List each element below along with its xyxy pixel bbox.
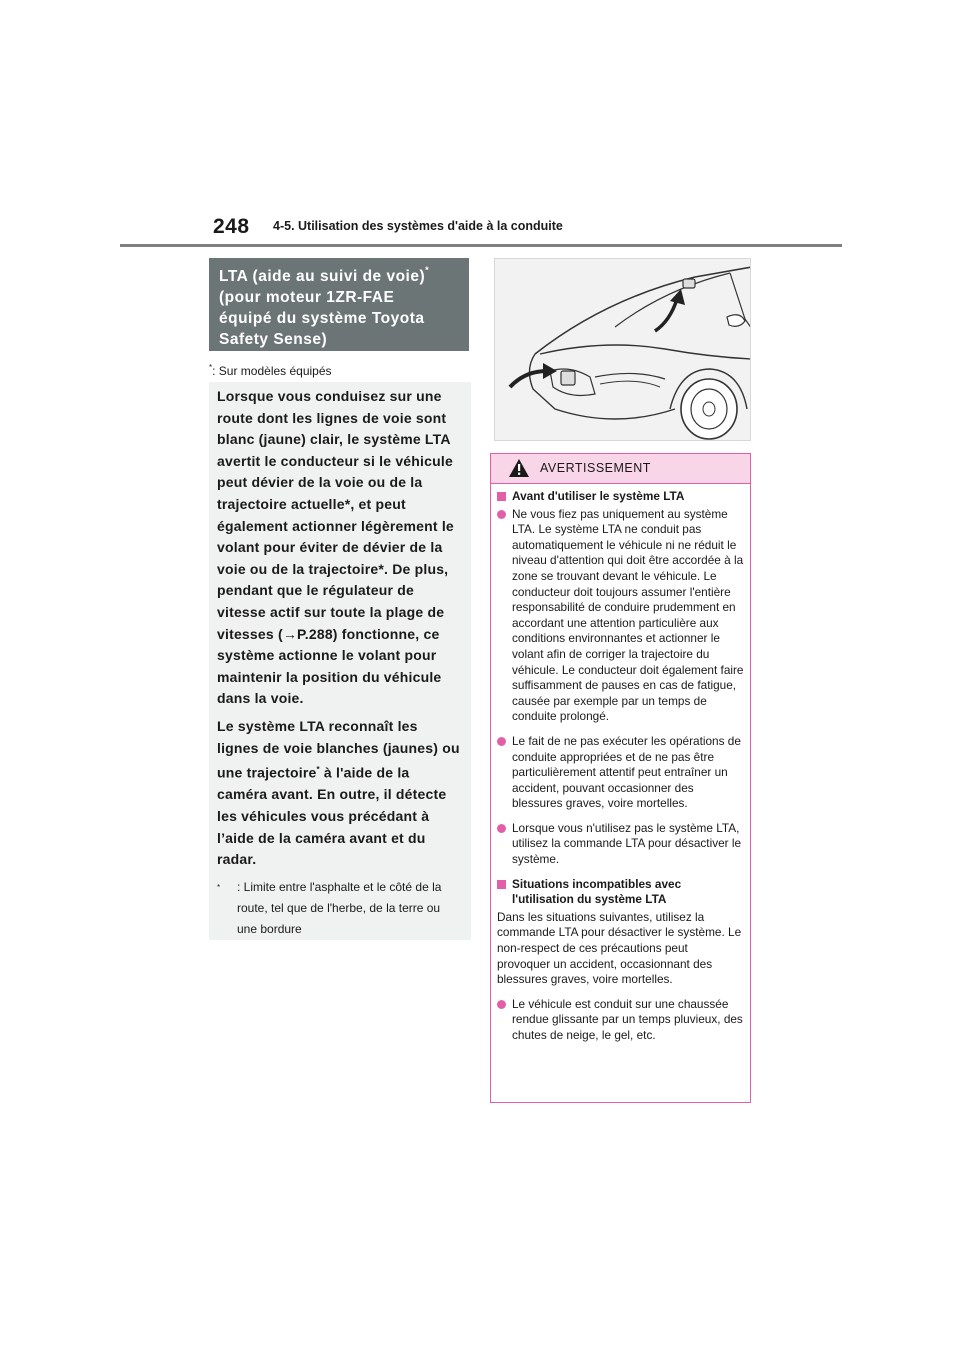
- title-line-2: (pour moteur 1ZR-FAE: [219, 289, 395, 307]
- body-paragraph-2: Le système LTA reconnaît les lignes de voie blanches (jaunes) ou une trajectoire* à l'aide de la caméra avant. En outre, il détecte les véhicules vous précédant à l’aide de la caméra avant et du radar.: [217, 717, 460, 868]
- car-front-illustration: [494, 258, 751, 441]
- round-bullet-icon: [497, 824, 506, 833]
- body-box: [209, 382, 471, 940]
- section-title: 4-5. Utilisation des systèmes d'aide à la conduite: [273, 219, 563, 233]
- warning-bullet-4: Le véhicule est conduit sur une chaussée rendue glissante par un temps pluvieux, des chutes de neige, le gel, etc.: [497, 997, 744, 1044]
- title-footnote-mark: *: [425, 265, 430, 275]
- title-line-3: équipé du système Toyota: [219, 310, 425, 328]
- title-box: [209, 258, 469, 351]
- warning-bullet-3: Lorsque vous n'utilisez pas le système LTA, utilisez la commande LTA pour désactiver le système.: [497, 821, 744, 868]
- round-bullet-icon: [497, 1000, 506, 1009]
- title-line-4: Safety Sense): [219, 331, 328, 349]
- round-bullet-icon: [497, 737, 506, 746]
- square-bullet-icon: [497, 492, 506, 501]
- body-footnote: * : Limite entre l'asphalte et le côté de la route, tel que de l'herbe, de la terre ou une bordure: [217, 879, 442, 936]
- warning-box: [490, 453, 751, 1103]
- page-number: 248: [213, 215, 250, 238]
- warning-bullet-1: Ne vous fiez pas uniquement au système LTA. Le système LTA ne conduit pas automatiquement le véhicule ni ne réduit le niveau d'attention qui doit être accordée à la zone se trouvant devant le véhicule. Le conducteur doit toujours assumer l'entière responsabilité de conduire prudemment en accordant une attention particulière aux conditions environnantes et actionner le volant afin de corriger la trajectoire du véhicule. Le conducteur doit également faire suffisamment de pauses en cas de fatigue, causée par exemple par un temps de conduite prolongé.: [497, 507, 744, 725]
- warning-bullet-2: Le fait de ne pas exécuter les opérations de conduite appropriées et de ne pas être particulièrement attentif peut entraîner un accident, pouvant occasionner des blessures graves, voire mortelles.: [497, 734, 744, 812]
- warning-heading-1: Avant d'utiliser le système LTA: [497, 489, 744, 505]
- warning-header: [491, 454, 750, 484]
- warning-heading-2: Situations incompatibles avec l'utilisation du système LTA: [497, 877, 744, 908]
- front-camera-sensor: [683, 279, 695, 288]
- warning-body: [491, 484, 750, 1044]
- warning-triangle-icon: [508, 458, 530, 478]
- square-bullet-icon: [497, 880, 506, 889]
- warning-paragraph: Dans les situations suivantes, utilisez la commande LTA pour désactiver le système. Le non-respect de ces précautions peut provoquer un accident, occasionnant des blessures graves, voire mortelles.: [497, 909, 742, 987]
- warning-title: AVERTISSEMENT: [540, 461, 651, 475]
- title-line-1: LTA (aide au suivi de voie)*: [219, 265, 430, 286]
- round-bullet-icon: [497, 510, 506, 519]
- footnote-equipped: *: Sur modèles équipés: [209, 363, 332, 378]
- front-radar-sensor: [561, 371, 575, 385]
- body-paragraph-1: Lorsque vous conduisez sur une route dont les lignes de voie sont blanc (jaune) clair, le système LTA avertit le conducteur si le véhicule peut dévier de la voie ou de la trajectoire actuelle*, et peut également actionner légèrement le volant pour éviter de dévier de la voie ou de la trajectoire*. De plus, pendant que le régulateur de vitesse actif sur toute la plage de vitesses (→P.288) fonctionne, ce système actionne le volant pour maintenir la position du véhicule dans la voie.: [217, 388, 454, 707]
- header-rule: [120, 244, 842, 247]
